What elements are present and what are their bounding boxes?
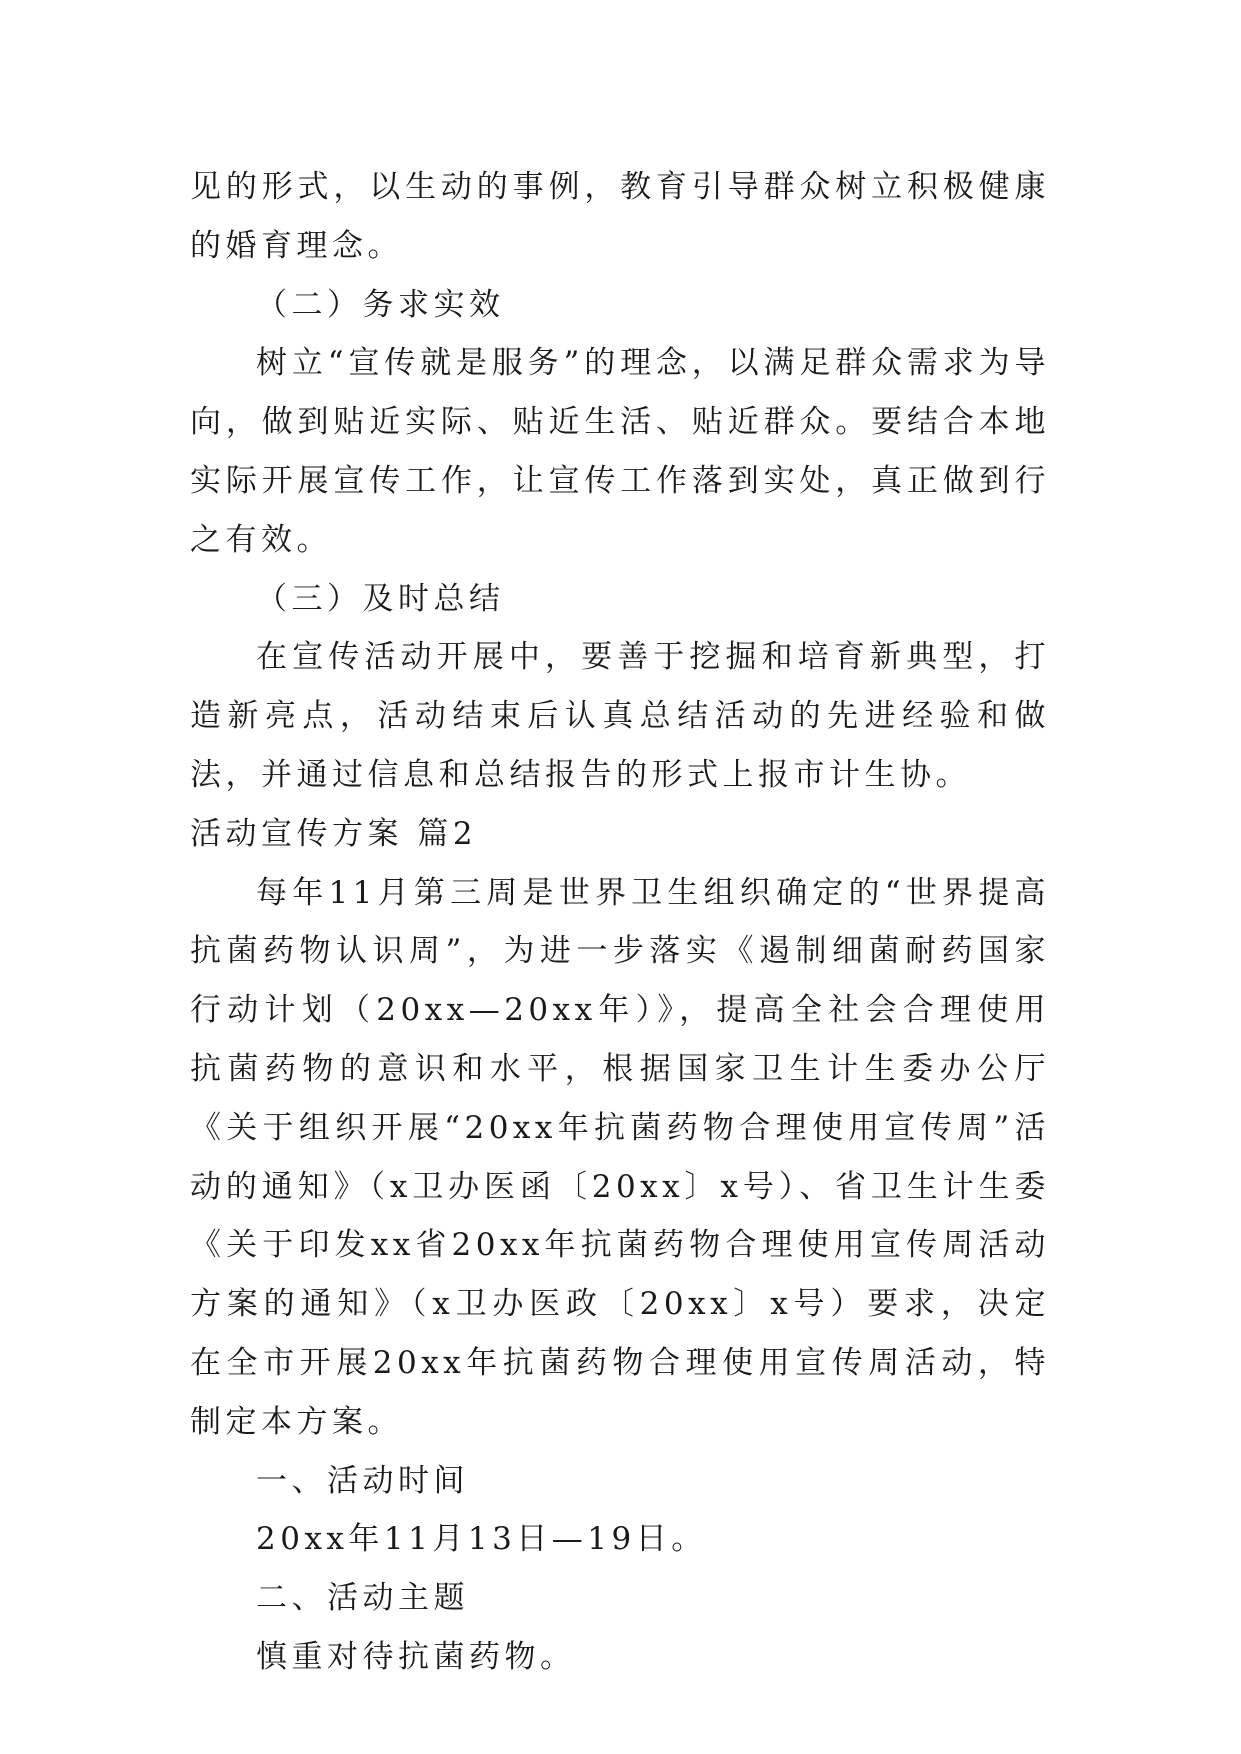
paragraph-effectiveness: 树立“宣传就是服务”的理念，以满足群众需求为导向，做到贴近实际、贴近生活、贴近群众。要结合本地实际开展宣传工作，让宣传工作落到实处，真正做到行之有效。 [190, 345, 1050, 558]
paragraph-continuation: 见的形式，以生动的事例，教育引导群众树立积极健康的婚育理念。 [190, 169, 1050, 264]
section-heading-time: 一、活动时间 [256, 1462, 469, 1499]
paragraph-theme: 慎重对待抗菌药物。 [256, 1638, 576, 1675]
section-heading-theme: 二、活动主题 [256, 1580, 469, 1617]
paragraph-intro: 每年11月第三周是世界卫生组织确定的“世界提高抗菌药物认识周”，为进一步落实《遏制细菌耐药国家行动计划（20xx—20xx年）》，提高全社会合理使用抗菌药物的意识和水平，根据国家卫生计生委办公厅《关于组织开展“20xx年抗菌药物合理使用宣传周”活动的通知》（x卫办医函〔20xx〕x号）、省卫生计生委《关于印发xx省20xx年抗菌药物合理使用宣传周活动方案的通知》（x卫办医政〔20xx〕x号）要求，决定在全市开展20xx年抗菌药物合理使用宣传周活动，特制定本方案。 [190, 874, 1050, 1440]
section-heading-2: （二）务求实效 [256, 286, 505, 323]
document-body [190, 158, 1050, 1687]
section-heading-3: （三）及时总结 [256, 580, 505, 617]
paragraph-time: 20xx年11月13日—19日。 [256, 1521, 707, 1558]
paragraph-summary: 在宣传活动开展中，要善于挖掘和培育新典型，打造新亮点，活动结束后认真总结活动的先进经验和做法，并通过信息和总结报告的形式上报市计生协。 [190, 639, 1050, 793]
document-title-part2: 活动宣传方案 篇2 [190, 815, 478, 852]
